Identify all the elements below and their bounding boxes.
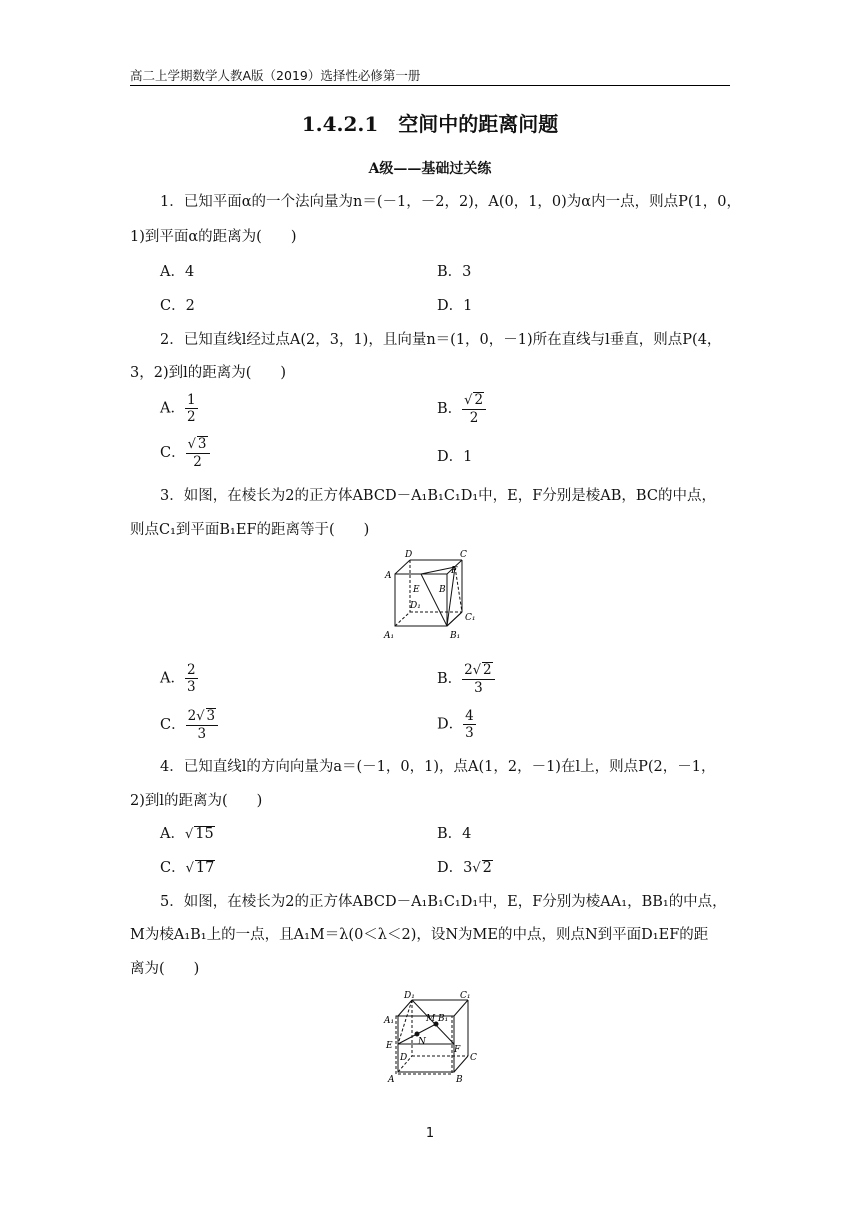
label-e: E xyxy=(386,1041,393,1051)
q1-option-a: A．4 xyxy=(160,264,195,280)
q1-line1: 1．已知平面α的一个法向量为n＝(－1，－2，2)，A(0，1，0)为α内一点，则点P(1，0， xyxy=(160,194,741,210)
label-a1: A₁ xyxy=(384,1016,395,1026)
q1-line2: 1)到平面α的距离为( ) xyxy=(130,229,297,245)
q4-line1: 4．已知直线l的方向向量为a＝(－1，0，1)，点A(1，2，－1)在l上，则点P(2，－1， xyxy=(160,759,716,775)
label-b: B xyxy=(456,1075,463,1085)
label-a: A xyxy=(388,1075,395,1085)
page-number: 1 xyxy=(425,1126,435,1141)
label-b: B xyxy=(439,585,446,595)
q5-line1: 5．如图，在棱长为2的正方体ABCD－A₁B₁C₁D₁中，E，F分别为棱AA₁，BB₁的中点， xyxy=(160,894,727,910)
q4-line2: 2)到l的距离为( ) xyxy=(130,793,263,809)
page-header: 高二上学期数学人教A版（2019）选择性必修第一册 xyxy=(130,68,421,83)
q2-option-a: A． $\frac{1}{2}$ xyxy=(160,392,196,425)
point-n xyxy=(415,1032,420,1037)
label-d: D xyxy=(405,550,413,560)
q2-line1: 2．已知直线l经过点A(2，3，1)，且向量n＝(1，0，－1)所在直线与l垂直，则点P(4， xyxy=(160,332,722,348)
label-c: C xyxy=(460,550,467,560)
q4-option-b: B．4 xyxy=(437,826,472,842)
cube-hidden-edge xyxy=(395,612,410,626)
label-a1: A₁ xyxy=(384,631,395,641)
segment-b1c1 xyxy=(447,612,462,626)
segment-eb1 xyxy=(421,574,447,626)
q2-option-b: B． $\frac{√ 2}{2}$ xyxy=(437,392,486,426)
q5-line2: M为棱A₁B₁上的一点，且A₁M＝λ(0＜λ＜2)，设N为ME的中点，则点N到平面D₁EF的距 xyxy=(130,927,709,943)
label-b1: B₁ xyxy=(450,631,461,641)
label-f: F xyxy=(454,1045,461,1055)
label-c: C xyxy=(470,1053,477,1063)
label-m: M xyxy=(426,1014,436,1024)
label-f: F xyxy=(451,566,458,576)
q2-option-c: C． $\frac{√ 3}{2}$ xyxy=(160,436,210,470)
header-rule xyxy=(130,85,730,86)
cube-figure-q5 xyxy=(378,988,490,1090)
label-b1: B₁ xyxy=(438,1014,449,1024)
q2-option-d: D．1 xyxy=(437,449,473,465)
label-d1: D₁ xyxy=(404,991,415,1001)
label-c1: C₁ xyxy=(460,991,471,1001)
section-heading: A级——基础过关练 xyxy=(368,161,492,177)
q1-option-b: B．3 xyxy=(437,264,472,280)
q4-option-a: A．√ 15 xyxy=(160,826,214,842)
label-c1: C₁ xyxy=(465,613,476,623)
q5-line3: 离为( ) xyxy=(130,961,200,977)
q4-option-c: C．√ 17 xyxy=(160,860,215,876)
cube-edge xyxy=(454,1000,468,1016)
cube-edge xyxy=(398,1000,412,1016)
q1-option-d: D．1 xyxy=(437,298,473,314)
q3-option-d: D． $\frac{4}{3}$ xyxy=(437,708,474,741)
label-e: E xyxy=(413,585,420,595)
q2-line2: 3，2)到l的距离为( ) xyxy=(130,365,287,381)
q4-option-d: D．3√ 2 xyxy=(437,860,492,876)
label-n: N xyxy=(418,1037,426,1047)
q3-line2: 则点C₁到平面B₁EF的距离等于( ) xyxy=(130,522,370,538)
label-d1: D₁ xyxy=(410,601,421,611)
q1-option-c: C．2 xyxy=(160,298,195,314)
q3-option-b: B． $\frac{2√ 2}{3}$ xyxy=(437,662,495,696)
label-a: A xyxy=(385,571,392,581)
cube-figure-q3 xyxy=(380,548,490,648)
q3-option-a: A． $\frac{2}{3}$ xyxy=(160,662,196,695)
cube-edge xyxy=(454,1056,468,1072)
label-d: D xyxy=(400,1053,408,1063)
page-title: 1.4.2.1 空间中的距离问题 xyxy=(301,112,559,136)
cube-edge xyxy=(395,560,410,574)
q3-line1: 3．如图，在棱长为2的正方体ABCD－A₁B₁C₁D₁中，E，F分别是棱AB，BC的中点， xyxy=(160,488,716,504)
segment-ef xyxy=(421,567,455,574)
q3-option-c: C． $\frac{2√ 3}{3}$ xyxy=(160,708,218,742)
